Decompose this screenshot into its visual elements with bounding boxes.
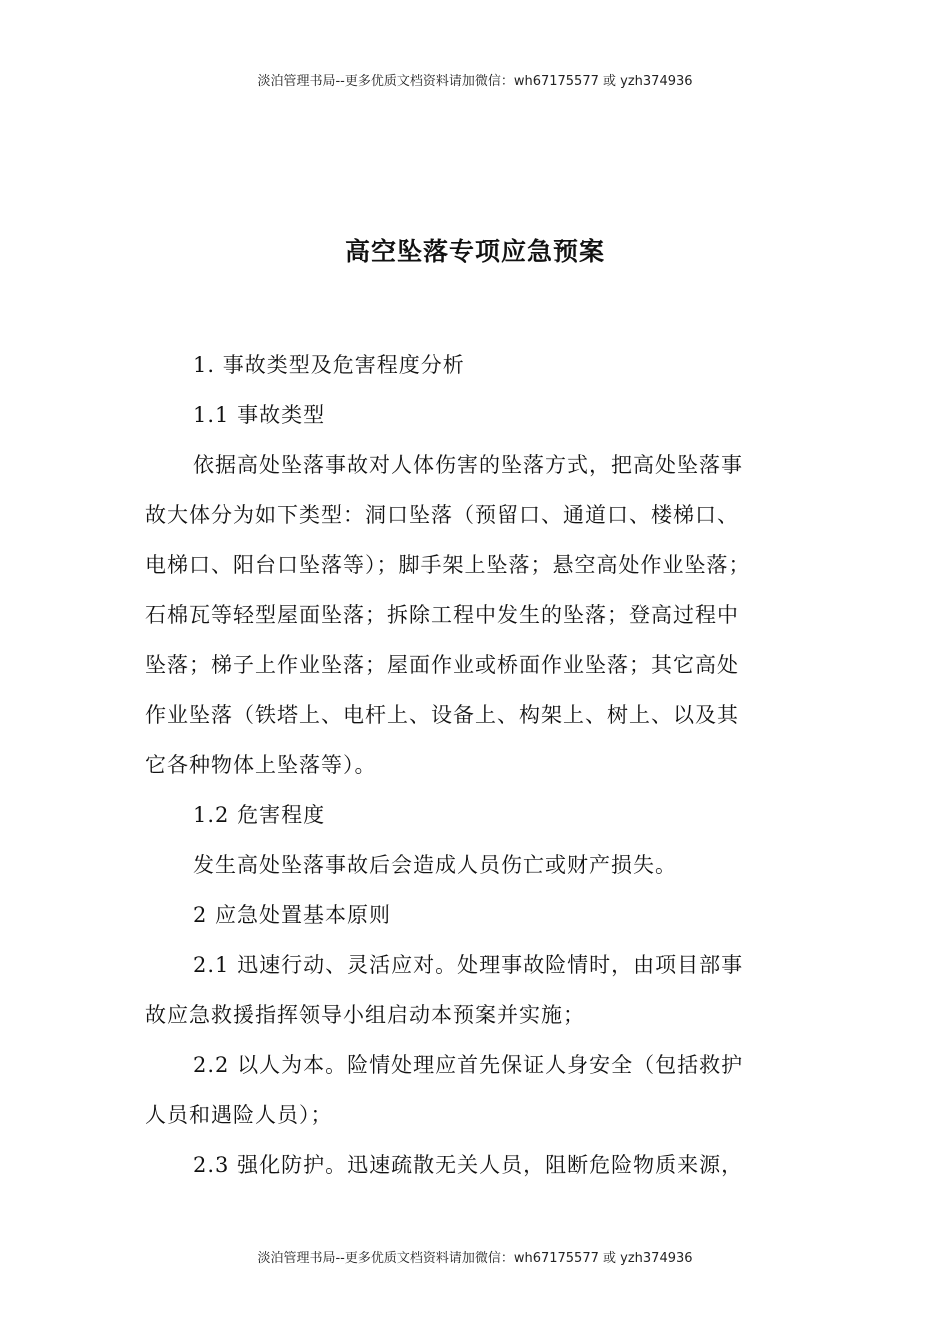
section-2-1-paragraph: [145, 940, 825, 1040]
section-1-heading: 1. 事故类型及危害程度分析: [193, 353, 465, 377]
section-1-2-heading: 1.2 危害程度: [193, 803, 326, 827]
paragraph-line: 2.2 以人为本。险情处理应首先保证人身安全（包括救护: [193, 1053, 744, 1077]
section-2-heading: 2 应急处置基本原则: [193, 903, 392, 927]
paragraph-line: 石棉瓦等轻型屋面坠落；拆除工程中发生的坠落；登高过程中: [145, 603, 739, 627]
paragraph-line: 电梯口、阳台口坠落等）；脚手架上坠落；悬空高处作业坠落；: [145, 553, 751, 577]
paragraph-line: 故大体分为如下类型：洞口坠落（预留口、通道口、楼梯口、: [145, 503, 739, 527]
section-2-3-paragraph: [145, 1140, 825, 1190]
section-1-1-heading: 1.1 事故类型: [193, 403, 326, 427]
paragraph-line: 它各种物体上坠落等）。: [145, 753, 377, 777]
section-1-1-paragraph: [145, 440, 825, 790]
paragraph-line: 人员和遇险人员）；: [145, 1103, 333, 1127]
document-title: 高空坠落专项应急预案: [344, 237, 605, 266]
page-header: 淡泊管理书局--更多优质文档资料请加微信：wh67175577 或 yzh374936: [257, 74, 693, 89]
paragraph-line: 故应急救援指挥领导小组启动本预案并实施；: [145, 1003, 585, 1027]
paragraph-line: 2.1 迅速行动、灵活应对。处理事故险情时，由项目部事: [193, 953, 744, 977]
paragraph-line: 依据高处坠落事故对人体伤害的坠落方式，把高处坠落事: [193, 453, 743, 477]
section-2-2-paragraph: [145, 1040, 825, 1140]
paragraph-line: 作业坠落（铁塔上、电杆上、设备上、构架上、树上、以及其: [145, 703, 739, 727]
paragraph-line: 2.3 强化防护。迅速疏散无关人员，阻断危险物质来源，: [193, 1153, 744, 1177]
page-footer: 淡泊管理书局--更多优质文档资料请加微信：wh67175577 或 yzh374936: [257, 1251, 693, 1266]
document-body: [145, 340, 825, 1190]
paragraph-line: 坠落；梯子上作业坠落；屋面作业或桥面作业坠落；其它高处: [145, 653, 739, 677]
section-1-2-paragraph: 发生高处坠落事故后会造成人员伤亡或财产损失。: [193, 853, 677, 877]
